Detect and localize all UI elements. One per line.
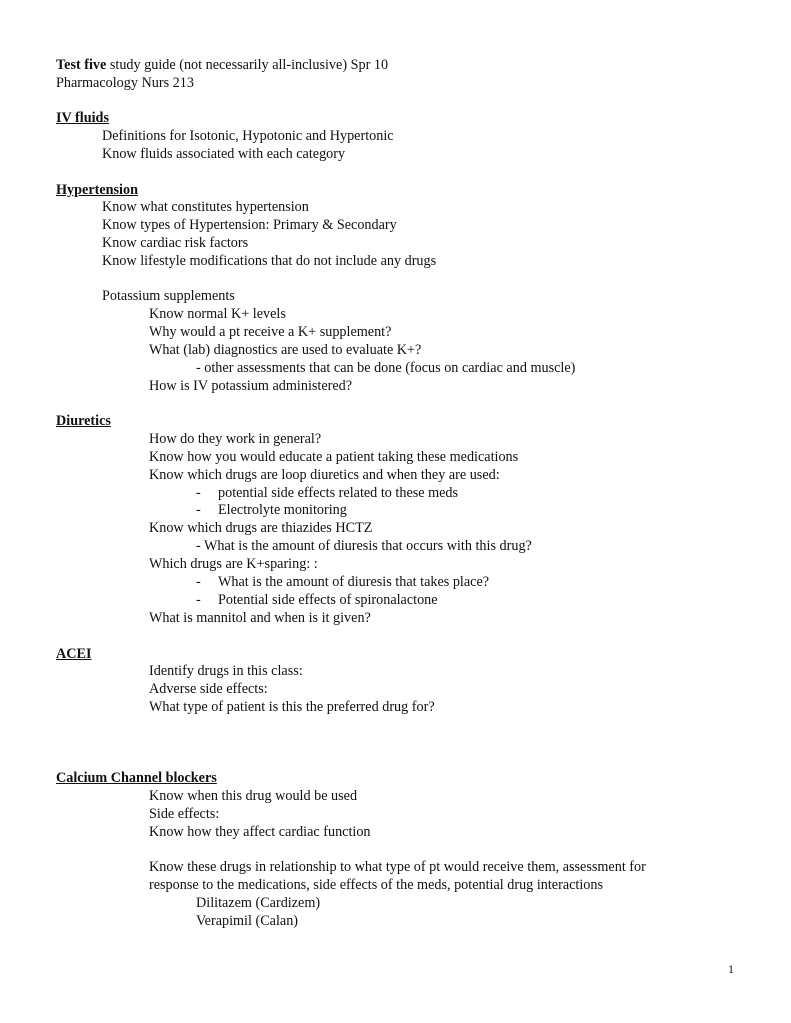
list-item: Know what constitutes hypertension <box>102 199 309 215</box>
list-item: Know how you would educate a patient taking these medications <box>149 449 519 465</box>
list-item: Adverse side effects: <box>149 681 268 697</box>
heading-acei: ACEI <box>56 646 92 662</box>
list-item: What (lab) diagnostics are used to evaluate K+? <box>149 342 422 358</box>
paragraph-line: Know these drugs in relationship to what type of pt would receive them, assessment for <box>149 859 646 875</box>
heading-iv-fluids: IV fluids <box>56 110 109 126</box>
list-item: Identify drugs in this class: <box>149 663 303 679</box>
list-item: Which drugs are K+sparing: : <box>149 556 318 572</box>
list-item: Know when this drug would be used <box>149 788 358 804</box>
sub-item-text: potential side effects related to these meds <box>218 485 459 501</box>
list-item: Why would a pt receive a K+ supplement? <box>149 324 392 340</box>
title-line <box>56 57 388 74</box>
drug-item: Verapimil (Calan) <box>196 913 299 929</box>
drug-item: Dilitazem (Cardizem) <box>196 895 321 911</box>
list-item: Know lifestyle modifications that do not include any drugs <box>102 253 437 269</box>
list-item: What is mannitol and when is it given? <box>149 610 371 626</box>
dash-marker: - <box>196 485 201 501</box>
dash-marker: - <box>196 592 201 608</box>
sub-item-text: What is the amount of diuresis that takes place? <box>218 574 490 590</box>
list-item: How is IV potassium administered? <box>149 378 353 394</box>
list-item: Know how they affect cardiac function <box>149 824 371 840</box>
potassium-title: Potassium supplements <box>102 288 235 304</box>
sub-item <box>196 502 347 519</box>
heading-diuretics: Diuretics <box>56 413 111 429</box>
list-item: Definitions for Isotonic, Hypotonic and Hypertonic <box>102 128 394 144</box>
sub-item <box>196 574 489 591</box>
list-item: Know cardiac risk factors <box>102 235 249 251</box>
list-item: Know types of Hypertension: Primary & Secondary <box>102 217 397 233</box>
list-item: What type of patient is this the preferred drug for? <box>149 699 435 715</box>
dash-marker: - <box>196 574 201 590</box>
sub-item-text: Potential side effects of spironalactone <box>218 592 438 608</box>
heading-hypertension: Hypertension <box>56 182 138 198</box>
sub-item-text: Electrolyte monitoring <box>218 502 347 518</box>
list-item: Know fluids associated with each category <box>102 146 346 162</box>
sub-item: - other assessments that can be done (focus on cardiac and muscle) <box>196 360 576 376</box>
list-item: Know which drugs are loop diuretics and when they are used: <box>149 467 500 483</box>
sub-item <box>196 592 438 609</box>
list-item: How do they work in general? <box>149 431 322 447</box>
dash-marker: - <box>196 502 201 518</box>
heading-calcium-channel-blockers: Calcium Channel blockers <box>56 770 217 786</box>
paragraph-line: response to the medications, side effects of the meds, potential drug interactions <box>149 877 604 893</box>
list-item: Side effects: <box>149 806 220 822</box>
title-rest: study guide (not necessarily all-inclusive) Spr 10 <box>106 57 389 73</box>
title-bold: Test five <box>56 57 107 73</box>
list-item: Know normal K+ levels <box>149 306 286 322</box>
page-number: 1 <box>728 962 734 976</box>
course-line: Pharmacology Nurs 213 <box>56 75 194 91</box>
sub-item <box>196 485 458 502</box>
list-item: Know which drugs are thiazides HCTZ <box>149 520 373 536</box>
sub-item: - What is the amount of diuresis that occurs with this drug? <box>196 538 532 554</box>
